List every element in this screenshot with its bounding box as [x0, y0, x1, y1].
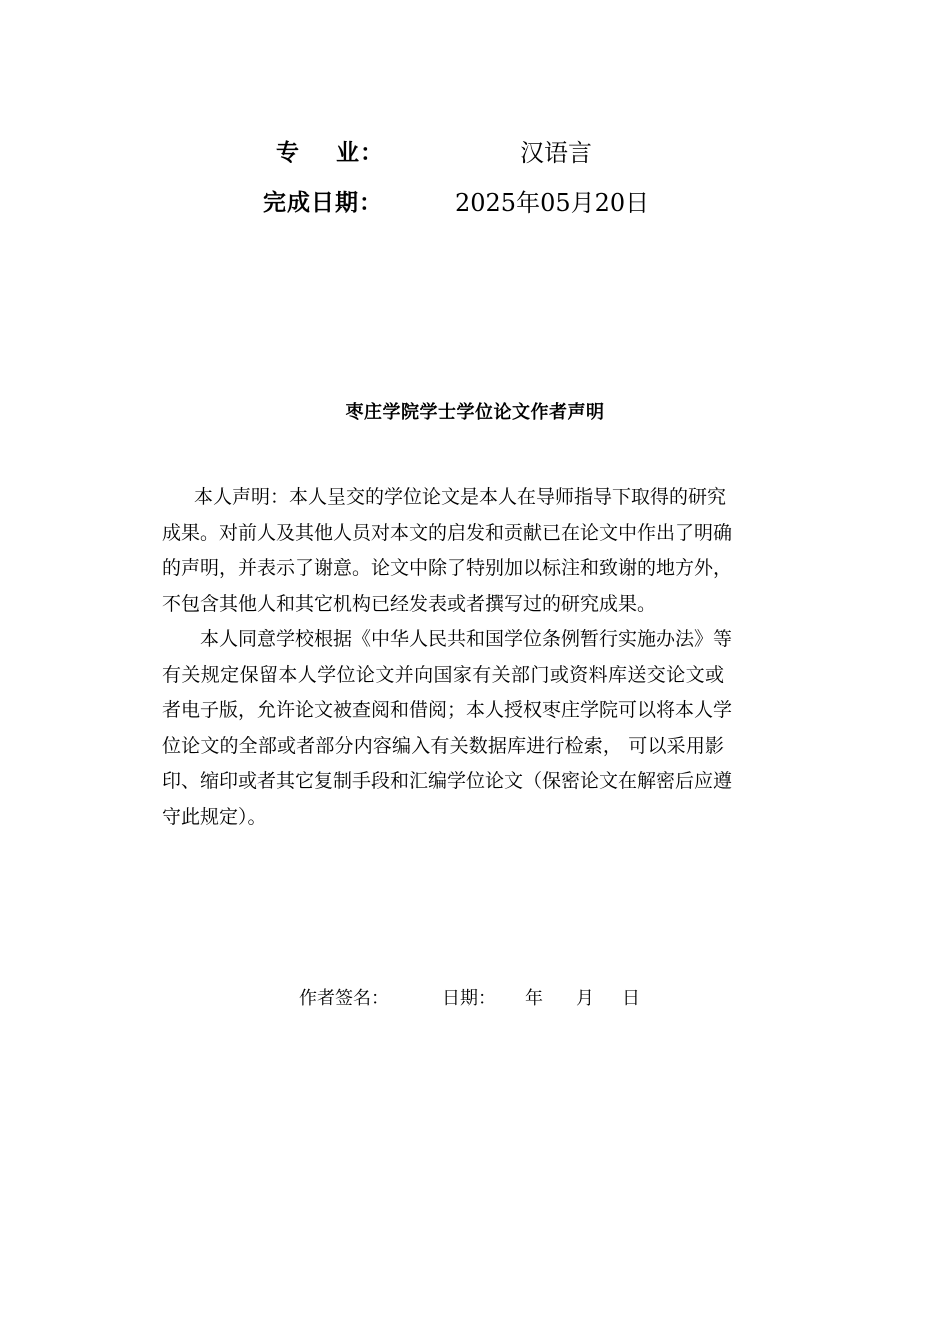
declaration-p2-line: 守此规定）。: [162, 805, 267, 828]
declaration-p2-line: 印、缩印或者其它复制手段和汇编学位论文（保密论文在解密后应遵: [162, 770, 733, 792]
declaration-p1-line: 不包含其他人和其它机构已经发表或者撰写过的研究成果。: [162, 592, 657, 615]
completion-date-row: [263, 180, 650, 220]
signature-date-label: 日期：: [442, 988, 496, 1009]
declaration-p2-line: 者电子版，允许论文被查阅和借阅；本人授权枣庄学院可以将本人学: [162, 699, 733, 721]
author-signature-label: 作者签名：: [299, 988, 389, 1009]
major-row: [276, 130, 592, 170]
major-label: 专 业：: [276, 139, 385, 166]
signature-year-label: 年: [525, 988, 543, 1009]
major-value: 汉语言: [520, 138, 592, 167]
declaration-p1-line: 本人声明：本人呈交的学位论文是本人在导师指导下取得的研究: [194, 486, 727, 508]
signature-day-label: 日: [622, 988, 640, 1009]
declaration-p1-line: 成果。对前人及其他人员对本文的启发和贡献已在论文中作出了明确: [162, 521, 733, 544]
completion-date-label: 完成日期：: [263, 189, 383, 216]
signature-month-label: 月: [576, 988, 594, 1009]
declaration-body: [162, 480, 733, 835]
signature-row: [0, 984, 950, 1012]
declaration-p2-line: 有关规定保留本人学位论文并向国家有关部门或资料库送交论文或: [162, 663, 724, 686]
declaration-p2-line: 本人同意学校根据《中华人民共和国学位条例暂行实施办法》等: [200, 628, 733, 650]
declaration-p1-line: 的声明，并表示了谢意。论文中除了特别加以标注和致谢的地方外，: [162, 557, 733, 579]
completion-date-value: 2025年05月20日: [455, 188, 650, 217]
declaration-title: 枣庄学院学士学位论文作者声明: [345, 402, 605, 423]
declaration-p2-line: 位论文的全部或者部分内容编入有关数据库进行检索， 可以采用影: [162, 734, 724, 757]
